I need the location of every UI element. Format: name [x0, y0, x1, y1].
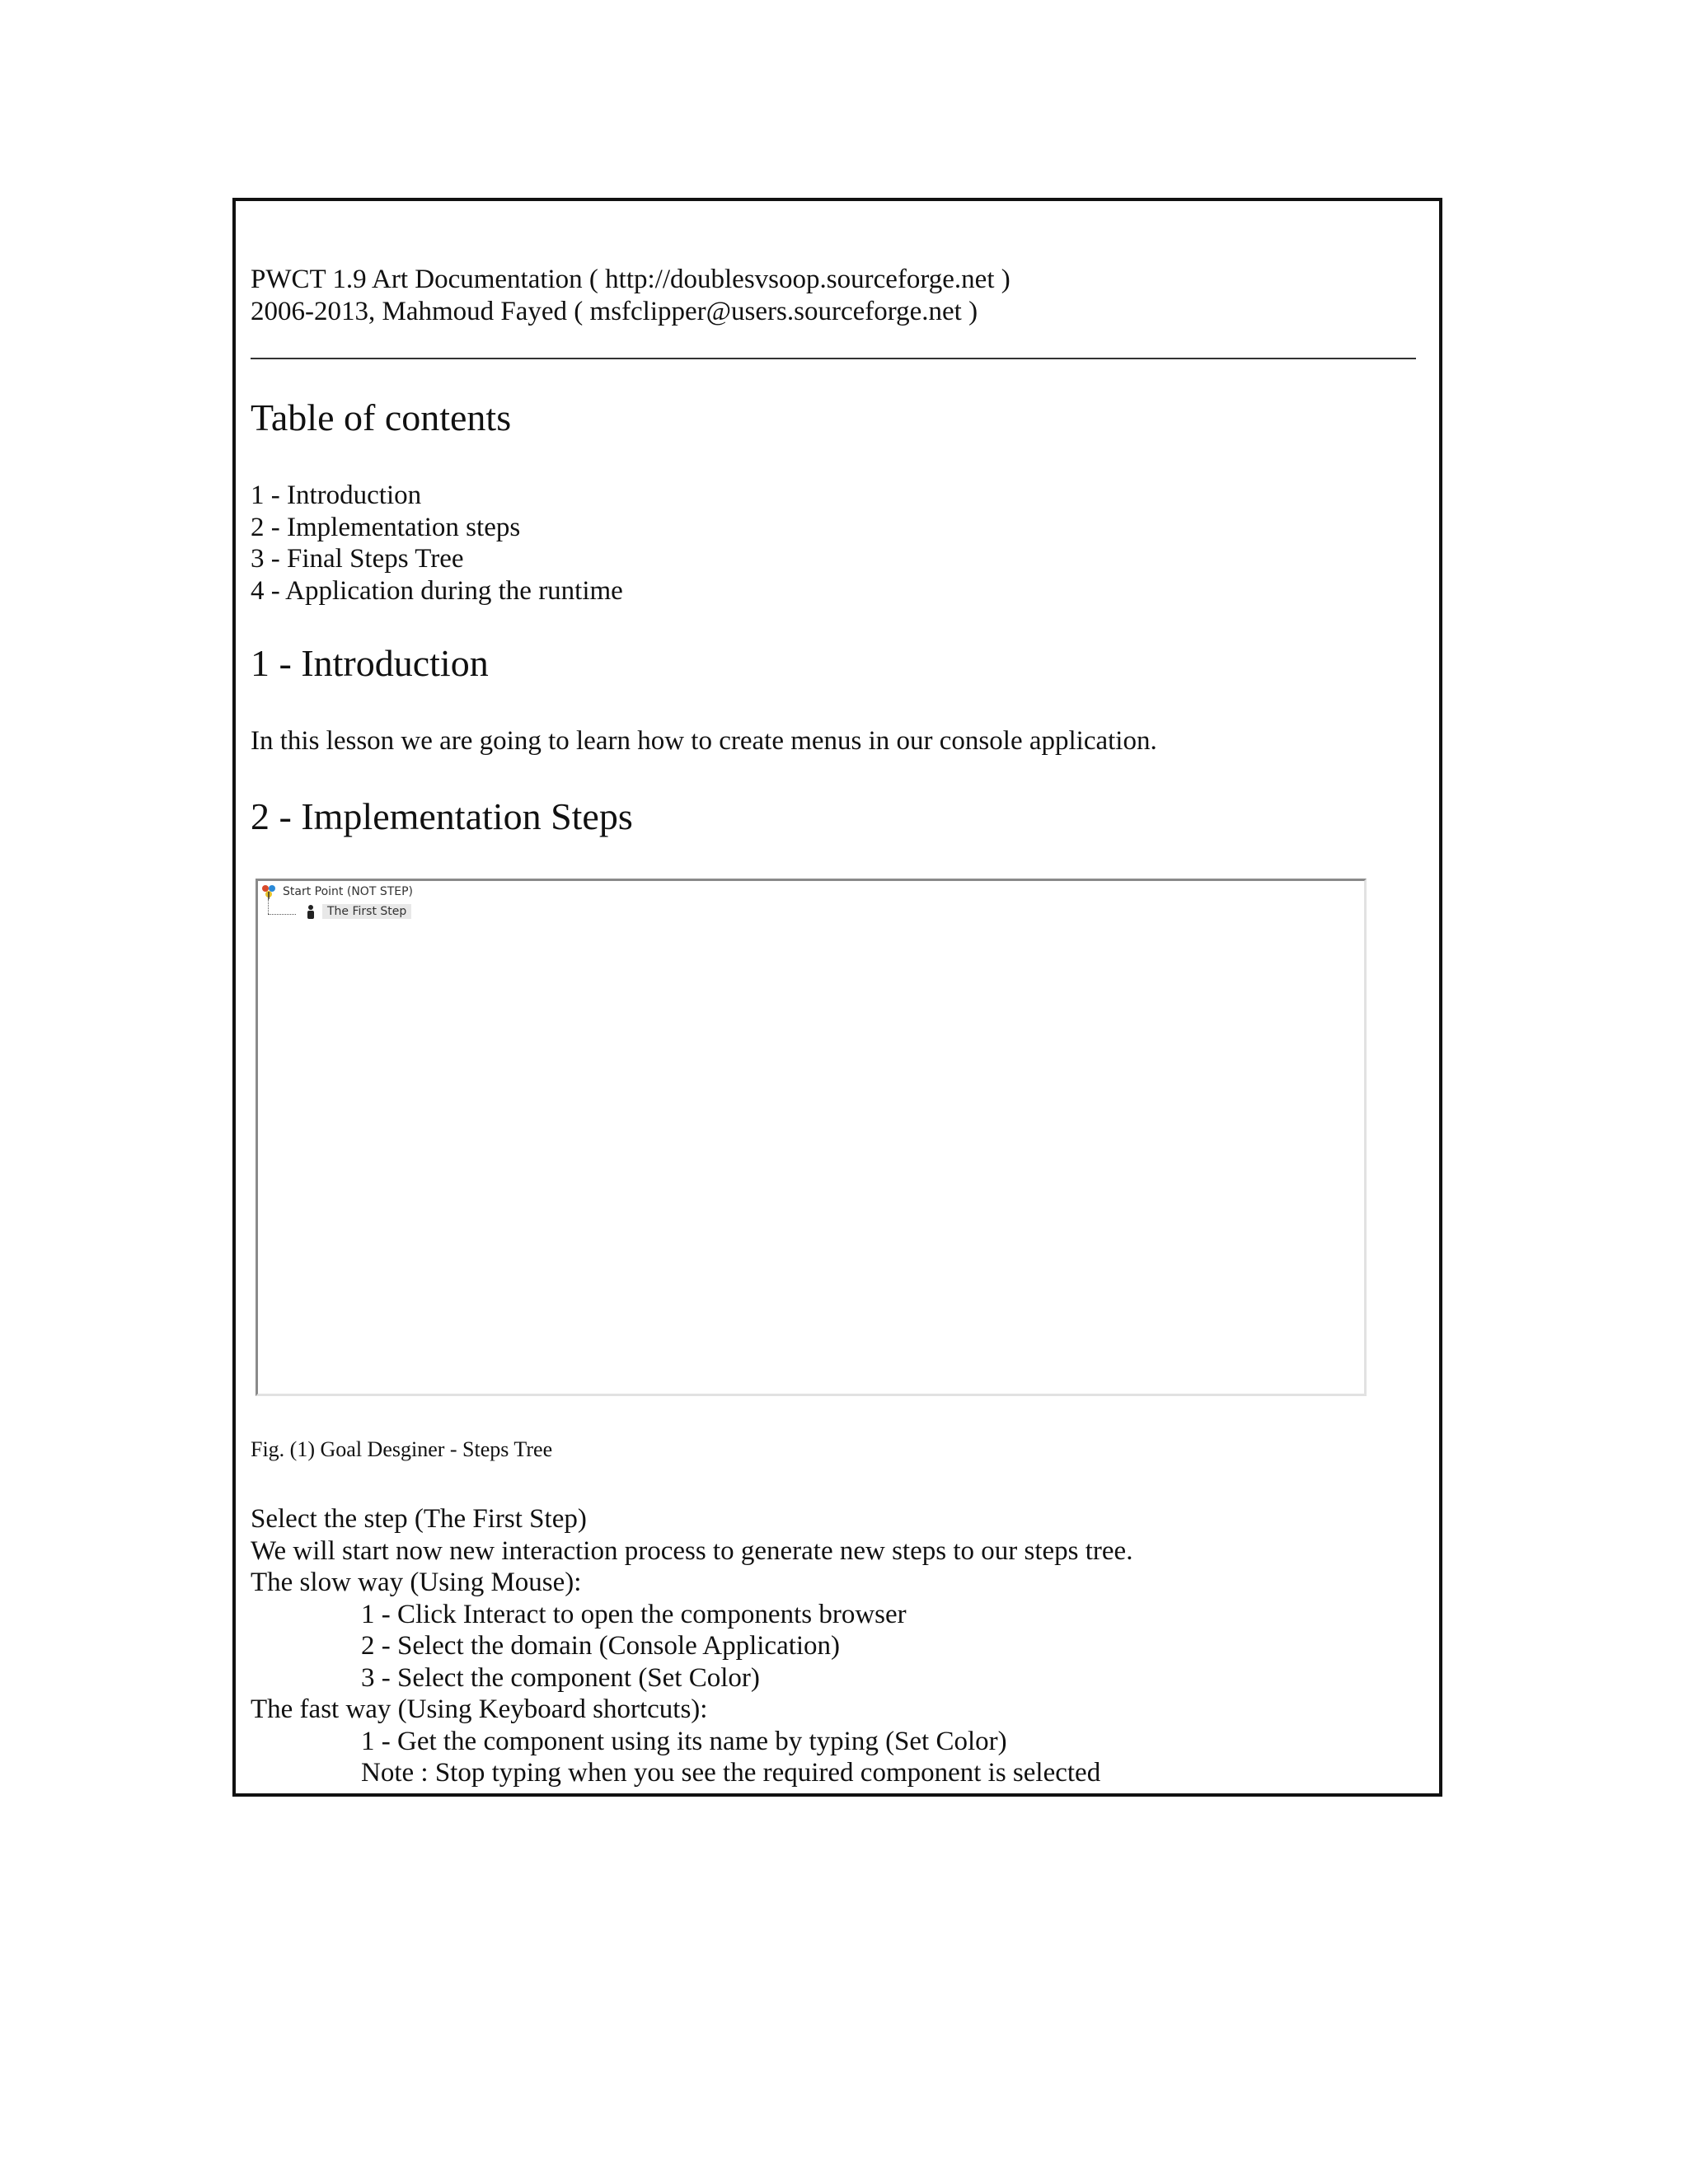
- tree-node-start-point[interactable]: [261, 884, 413, 899]
- figure-caption: Fig. (1) Goal Desginer - Steps Tree: [251, 1437, 553, 1461]
- tree-child-label: The First Step: [322, 904, 411, 919]
- tree-connector-horizontal: [268, 914, 296, 915]
- instruction-line: 1 - Get the component using its name by typing (Set Color): [361, 1726, 1007, 1756]
- instruction-line: Note : Stop typing when you see the required component is selected: [361, 1758, 1101, 1788]
- instruction-line: 2 - Select the domain (Console Application): [361, 1631, 841, 1661]
- introduction-heading: 1 - Introduction: [251, 642, 489, 684]
- tree-node-first-step[interactable]: [306, 904, 411, 919]
- step-icon: [306, 904, 316, 919]
- implementation-heading: 2 - Implementation Steps: [251, 795, 633, 837]
- instruction-line: The slow way (Using Mouse):: [251, 1568, 582, 1597]
- header-author-line: 2006-2013, Mahmoud Fayed ( msfclipper@users.sourceforge.net ): [251, 297, 978, 326]
- toc-item: 2 - Implementation steps: [251, 512, 521, 542]
- steps-tree-figure: [256, 879, 1367, 1396]
- start-point-icon: [261, 884, 276, 899]
- steps-instructions: [251, 1503, 1132, 1789]
- header-title-line: PWCT 1.9 Art Documentation ( http://doublesvsoop.sourceforge.net ): [251, 265, 1010, 294]
- tree-root-label: Start Point (NOT STEP): [283, 885, 414, 898]
- toc-item: 4 - Application during the runtime: [251, 575, 623, 606]
- toc-heading: Table of contents: [251, 396, 512, 438]
- instruction-line: We will start now new interaction process to generate new steps to our steps tree.: [251, 1535, 1133, 1566]
- instruction-line: 1 - Click Interact to open the components browser: [361, 1599, 907, 1629]
- instruction-line: Select the step (The First Step): [251, 1504, 587, 1534]
- toc-list: [251, 480, 623, 607]
- document-header: [251, 264, 1010, 328]
- instruction-line: 3 - Select the component (Set Color): [361, 1662, 760, 1693]
- tree-connector-vertical: [268, 899, 269, 914]
- header-divider: [251, 358, 1416, 359]
- toc-item: 1 - Introduction: [251, 480, 422, 510]
- toc-item: 3 - Final Steps Tree: [251, 544, 464, 574]
- introduction-text: In this lesson we are going to learn how to create menus in our console application.: [251, 726, 1157, 756]
- instruction-line: The fast way (Using Keyboard shortcuts):: [251, 1694, 708, 1724]
- document-frame: [232, 198, 1442, 1797]
